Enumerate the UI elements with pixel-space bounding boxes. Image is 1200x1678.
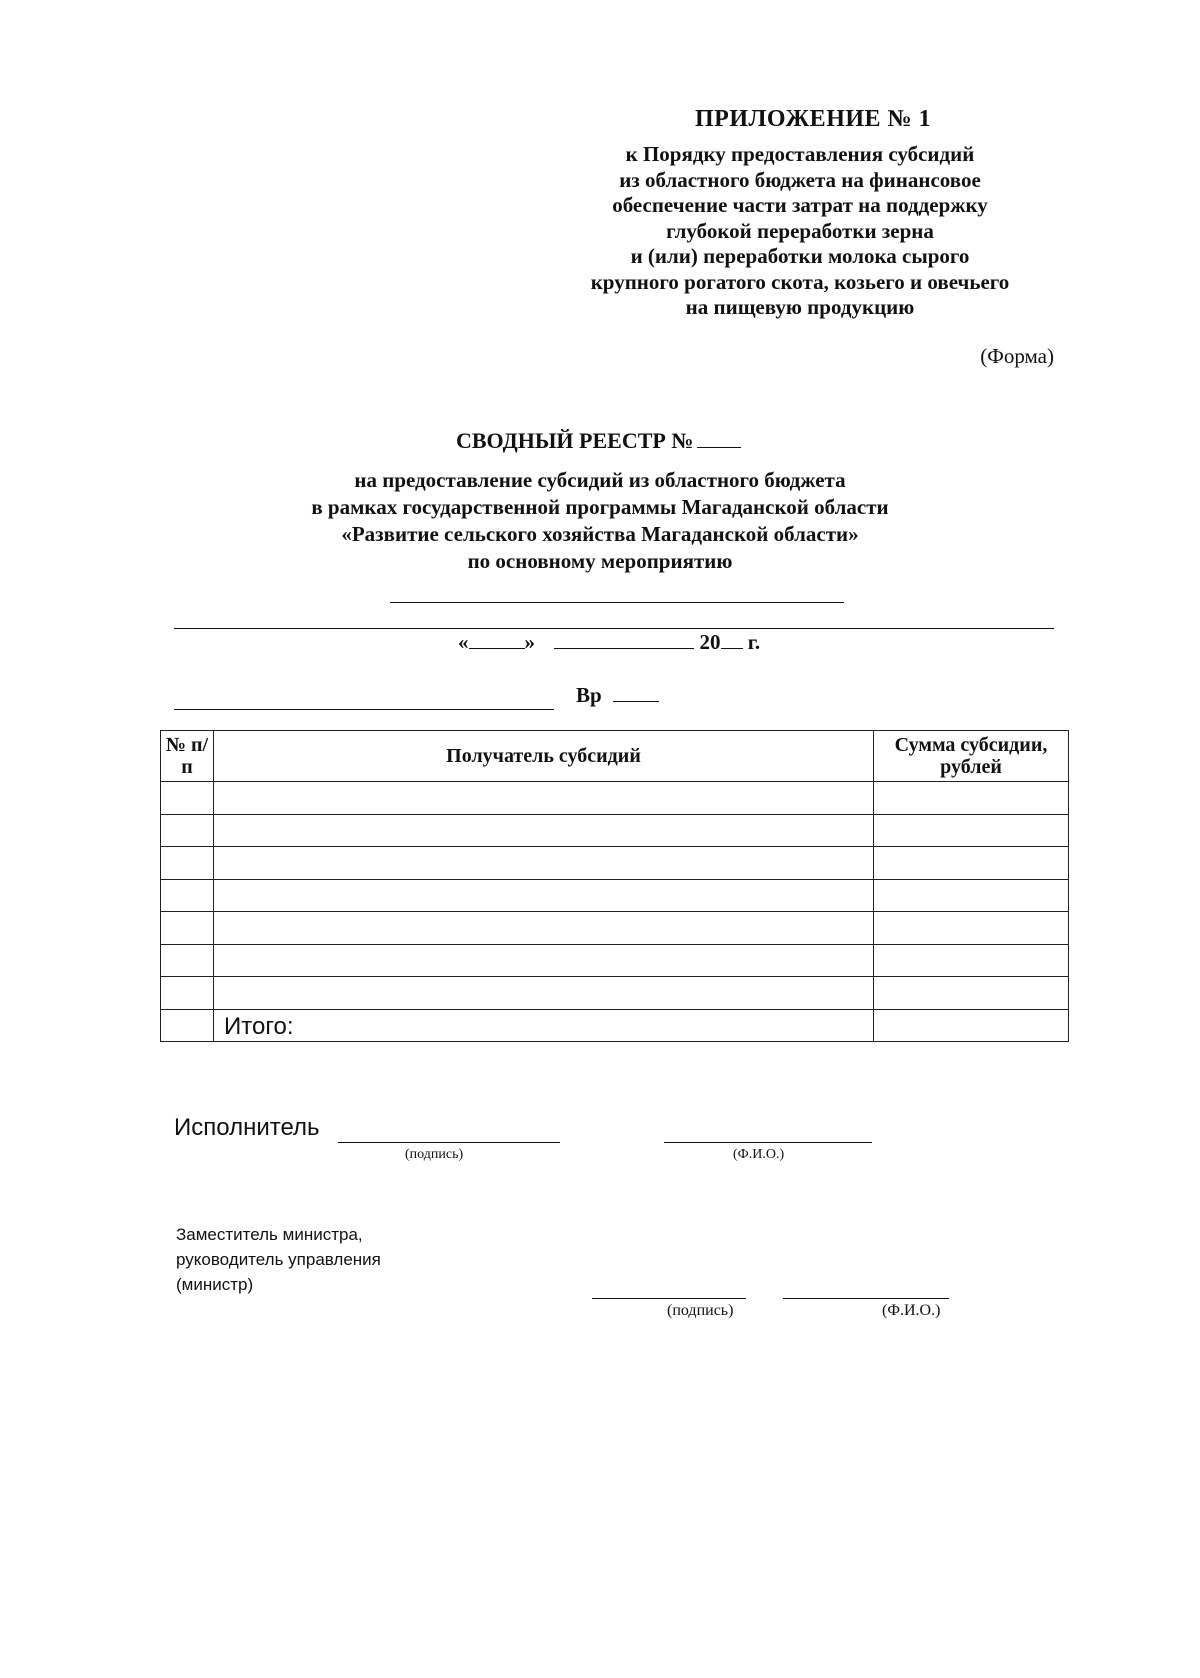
- amount-cell[interactable]: [874, 847, 1069, 880]
- time-field: [576, 683, 659, 708]
- recipient-cell[interactable]: [214, 814, 874, 847]
- appendix-description: [550, 142, 1050, 321]
- deputy-line: Заместитель министра,: [176, 1225, 363, 1244]
- deputy-name-caption: (Ф.И.О.): [882, 1302, 941, 1319]
- num-cell[interactable]: [161, 977, 214, 1010]
- form-label: (Форма): [980, 344, 1054, 368]
- recipient-cell[interactable]: [214, 977, 874, 1010]
- day-blank[interactable]: [469, 630, 525, 649]
- purpose-line: «Развитие сельского хозяйства Магаданской области»: [341, 522, 859, 546]
- registry-number-blank[interactable]: [697, 429, 741, 448]
- num-cell[interactable]: [161, 912, 214, 945]
- recipient-cell[interactable]: [214, 847, 874, 880]
- deputy-line: руководитель управления: [176, 1250, 381, 1269]
- amount-cell[interactable]: [874, 912, 1069, 945]
- date-close-quote: »: [524, 630, 535, 654]
- appendix-line: крупного рогатого скота, козьего и овечьего: [590, 269, 1010, 294]
- table-row: [161, 912, 1069, 945]
- num-cell[interactable]: [161, 782, 214, 815]
- purpose-line: на предоставление субсидий из областного бюджета: [354, 468, 846, 492]
- num-cell[interactable]: [161, 814, 214, 847]
- appendix-line: к Порядку предоставления субсидий: [625, 142, 975, 166]
- appendix-line: и (или) переработки молока сырого: [630, 244, 970, 268]
- date-field: [458, 630, 760, 655]
- table-row: [161, 879, 1069, 912]
- deputy-position: [176, 1222, 381, 1297]
- table-row: [161, 977, 1069, 1010]
- table-header-row: [161, 731, 1069, 782]
- performer-label: Исполнитель: [174, 1114, 320, 1141]
- total-label: Итого:: [214, 1009, 874, 1042]
- registry-table: [160, 730, 1069, 1042]
- total-amount-cell[interactable]: [874, 1009, 1069, 1042]
- performer-name-line[interactable]: [664, 1142, 872, 1143]
- year-prefix: 20: [699, 630, 721, 654]
- amount-cell[interactable]: [874, 944, 1069, 977]
- registry-title-text: СВОДНЫЙ РЕЕСТР №: [456, 428, 694, 453]
- column-header-num: № п/п: [161, 731, 214, 782]
- performer-name-caption: (Ф.И.О.): [733, 1147, 785, 1162]
- deputy-name-line[interactable]: [783, 1298, 949, 1299]
- registry-title: [456, 428, 741, 454]
- table-row: [161, 782, 1069, 815]
- num-cell[interactable]: [161, 879, 214, 912]
- date-open-quote: «: [458, 630, 469, 654]
- registry-purpose: [240, 467, 960, 575]
- total-num-cell: [161, 1009, 214, 1042]
- table-row: [161, 847, 1069, 880]
- month-blank[interactable]: [554, 630, 694, 649]
- appendix-line: глубокой переработки зерна: [666, 218, 934, 243]
- amount-cell[interactable]: [874, 814, 1069, 847]
- time-label: Вр: [576, 683, 602, 707]
- place-blank[interactable]: [174, 709, 554, 710]
- appendix-line: из областного бюджета на финансовое: [619, 167, 981, 192]
- appendix-title: ПРИЛОЖЕНИЕ № 1: [695, 106, 932, 132]
- recipient-cell[interactable]: [214, 782, 874, 815]
- amount-cell[interactable]: [874, 782, 1069, 815]
- performer-signature-line[interactable]: [338, 1142, 560, 1143]
- activity-name-blank-2[interactable]: [174, 628, 1054, 629]
- deputy-signature-caption: (подпись): [667, 1302, 734, 1319]
- amount-cell[interactable]: [874, 879, 1069, 912]
- recipient-cell[interactable]: [214, 944, 874, 977]
- appendix-line: на пищевую продукцию: [685, 295, 915, 319]
- time-blank[interactable]: [613, 683, 659, 702]
- num-cell[interactable]: [161, 847, 214, 880]
- year-suffix: г.: [747, 630, 761, 654]
- total-row: [161, 1009, 1069, 1042]
- performer-signature-caption: (подпись): [405, 1147, 464, 1162]
- column-header-amount: Сумма субсидии, рублей: [874, 731, 1069, 782]
- year-blank[interactable]: [721, 630, 743, 649]
- table-row: [161, 814, 1069, 847]
- recipient-cell[interactable]: [214, 879, 874, 912]
- amount-cell[interactable]: [874, 977, 1069, 1010]
- purpose-line: по основному мероприятию: [467, 549, 733, 573]
- recipient-cell[interactable]: [214, 912, 874, 945]
- deputy-line: (министр): [176, 1275, 254, 1294]
- table-row: [161, 944, 1069, 977]
- deputy-signature-line[interactable]: [592, 1298, 746, 1299]
- num-cell[interactable]: [161, 944, 214, 977]
- column-header-recipient: Получатель субсидий: [214, 731, 874, 782]
- activity-name-blank[interactable]: [390, 602, 844, 603]
- purpose-line: в рамках государственной программы Магаданской области: [311, 495, 889, 519]
- appendix-line: обеспечение части затрат на поддержку: [612, 193, 988, 217]
